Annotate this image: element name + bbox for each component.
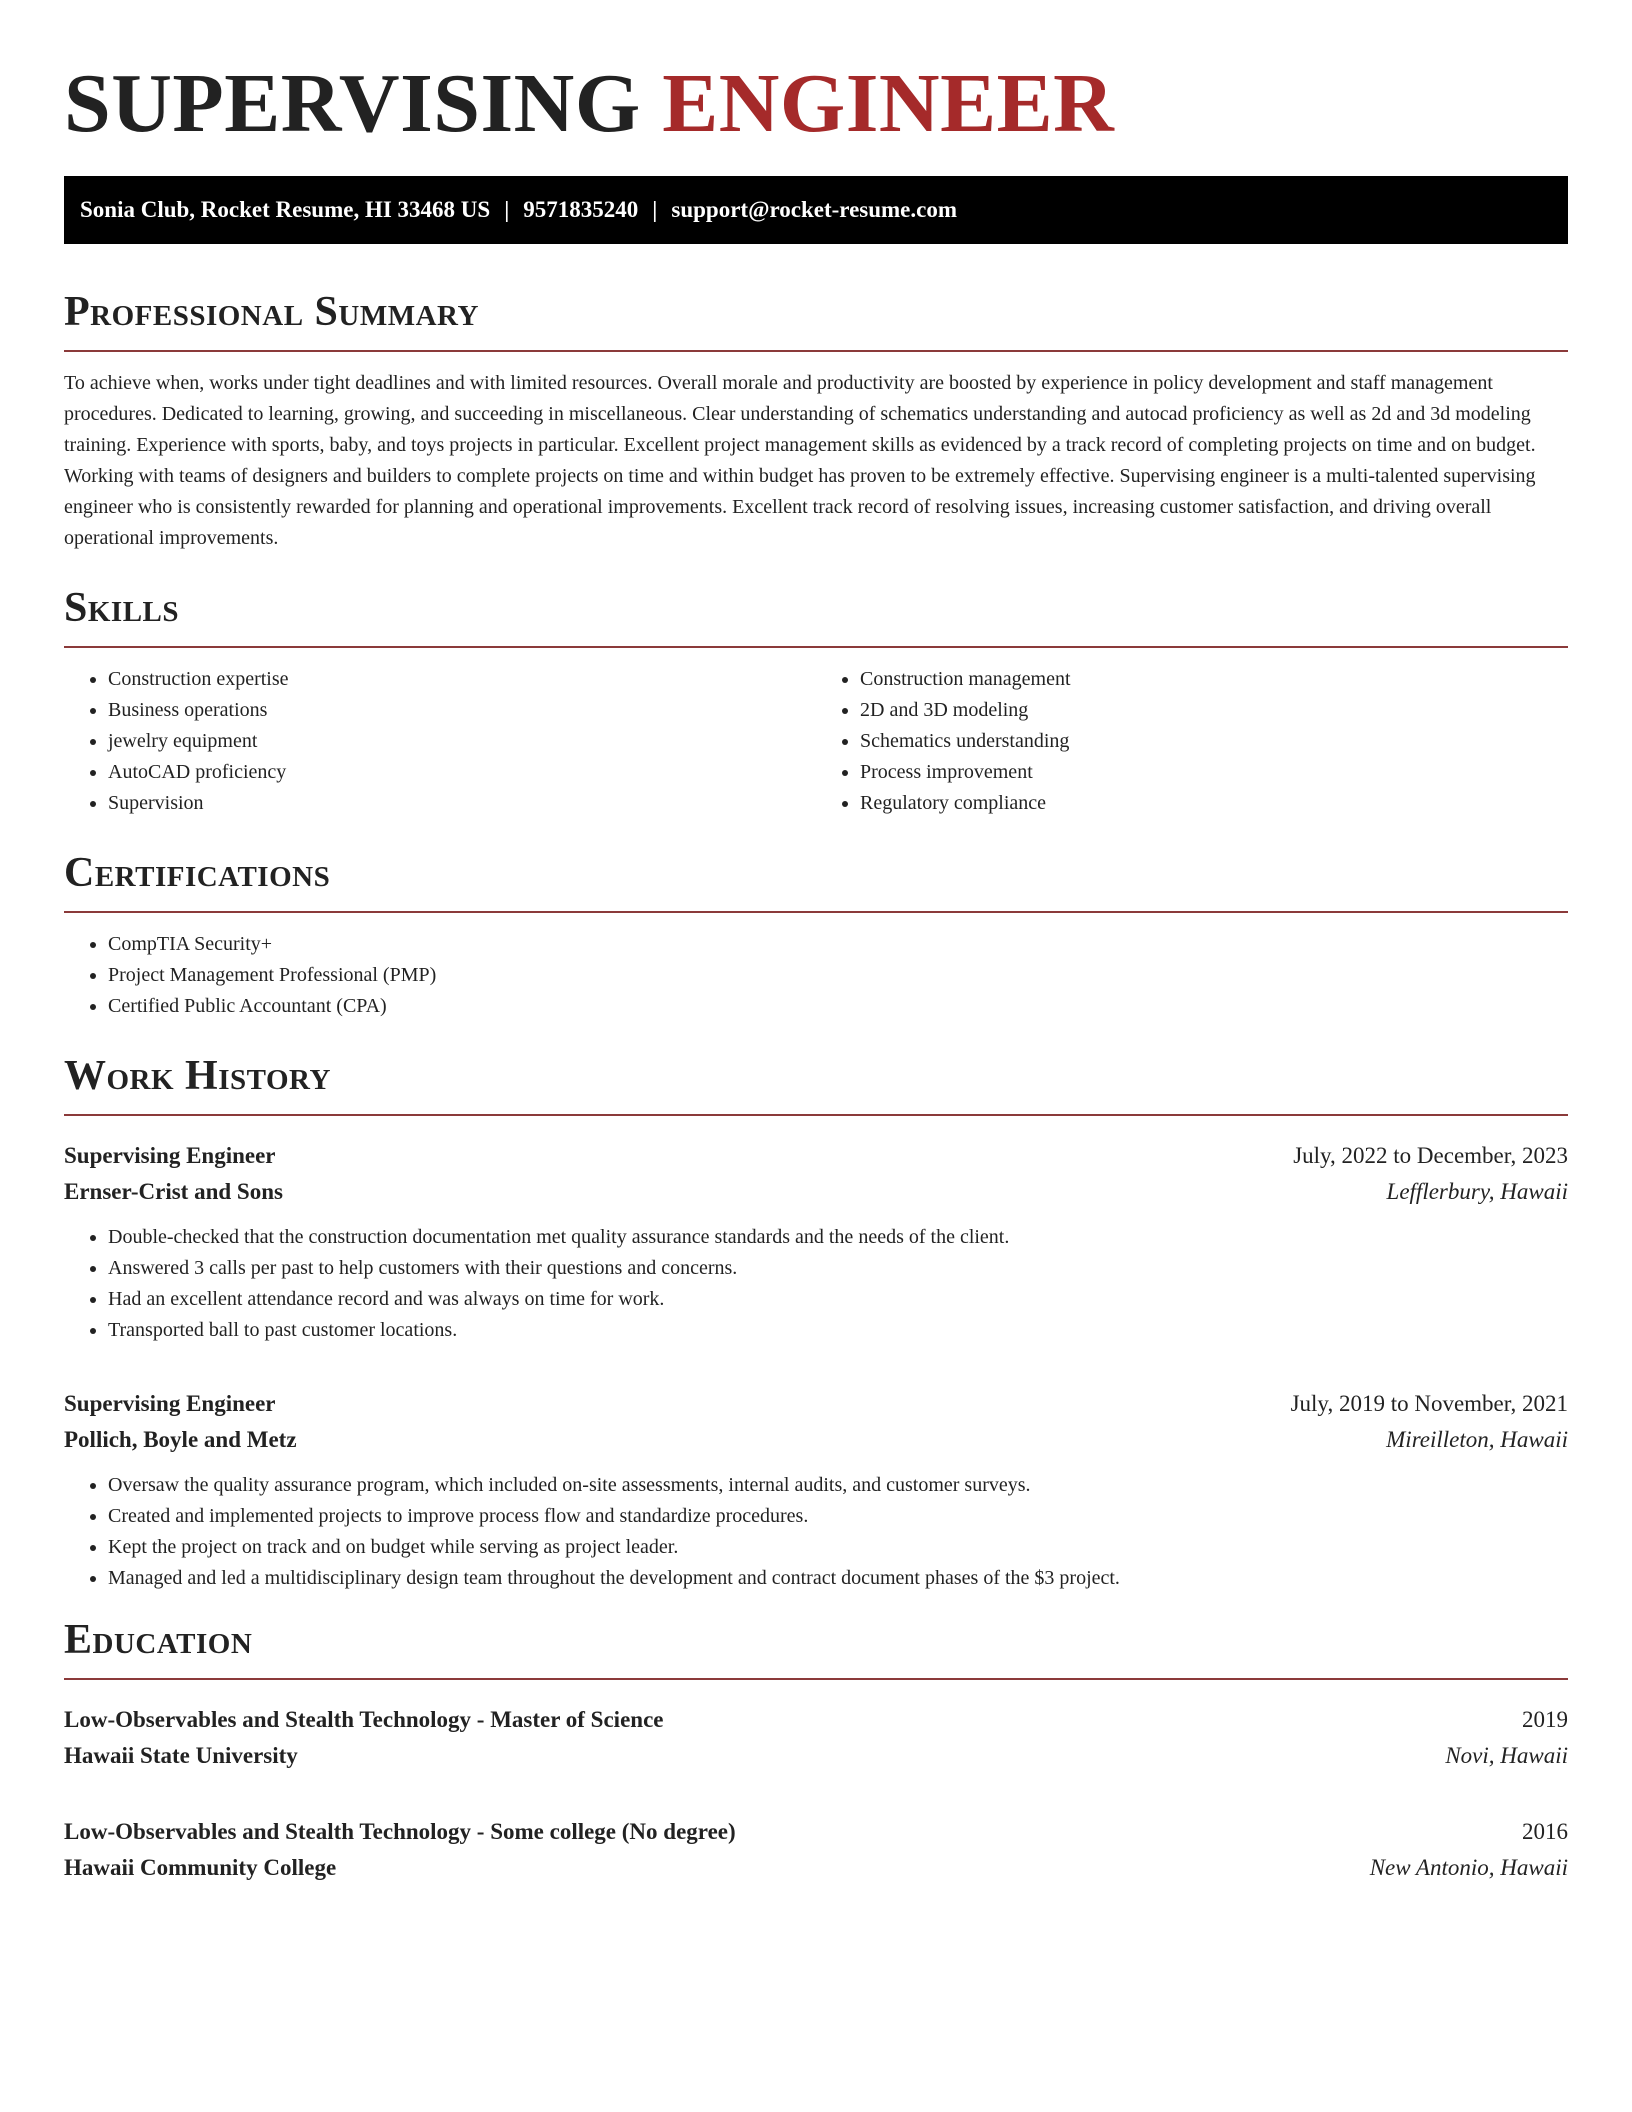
work-history-section: [64, 1052, 1568, 1594]
work-history-heading: Work History: [64, 1053, 331, 1099]
job-bullet: • Managed and led a multidisciplinary design team throughout the development and contract document phases of the $3 project.: [108, 1563, 1568, 1594]
education-entry: [64, 1702, 1568, 1774]
education-header-row: [64, 1702, 1568, 1738]
education-year: 2016: [1522, 1819, 1568, 1844]
title-accent: ENGINEER: [662, 57, 1115, 150]
title-main: SUPERVISING: [64, 57, 641, 150]
job-bullet: • Oversaw the quality assurance program, which included on-site assessments, internal audits, and customer surveys.: [108, 1470, 1568, 1501]
section-divider: [64, 646, 1568, 648]
education-school-row: [64, 1850, 1568, 1886]
job-company: Pollich, Boyle and Metz: [64, 1427, 297, 1452]
job-bullet: • Transported ball to past customer locations.: [108, 1315, 1568, 1346]
skill-item: • Business operations: [108, 695, 816, 726]
skill-item: • Construction expertise: [108, 664, 816, 695]
summary-text: To achieve when, works under tight deadlines and with limited resources. Overall morale and productivity are boosted by experience in policy development and staff management procedures. Dedicated to learning, growing, and succeeding in miscellaneous. Clear understanding of schematics understanding and autocad proficiency as well as 2d and 3d modeling training. Experience with sports, baby, and toys projects in particular. Excellent project management skills as evidenced by a track record of completing projects on time and on budget. Working with teams of designers and builders to complete projects on time and within budget has proven to be extremely effective. Supervising engineer is a multi-talented supervising engineer who is consistently rewarded for planning and operational improvements. Excellent track record of resolving issues, increasing customer satisfaction, and driving overall operational improvements.: [64, 372, 1536, 549]
job-bullet: • Had an excellent attendance record and was always on time for work.: [108, 1284, 1568, 1315]
skill-item: • 2D and 3D modeling: [860, 695, 1568, 726]
job-bullet: • Double-checked that the construction documentation met quality assurance standards and the needs of the client.: [108, 1222, 1568, 1253]
education-location: New Antonio, Hawaii: [1369, 1855, 1568, 1880]
skill-item: • AutoCAD proficiency: [108, 757, 816, 788]
contact-phone: 9571835240: [523, 197, 639, 222]
job-header-row: [64, 1386, 1568, 1422]
summary-section: [64, 288, 1568, 554]
skill-item: • Supervision: [108, 788, 816, 819]
contact-separator: |: [652, 197, 658, 222]
education-school: Hawaii Community College: [64, 1855, 337, 1880]
contact-email: support@rocket-resume.com: [671, 197, 958, 222]
job-bullet: • Answered 3 calls per past to help customers with their questions and concerns.: [108, 1253, 1568, 1284]
education-degree: Low-Observables and Stealth Technology - Master of Science: [64, 1707, 664, 1732]
skill-item: • Schematics understanding: [860, 726, 1568, 757]
summary-heading: Professional Summary: [64, 289, 479, 335]
certifications-section: [64, 849, 1568, 1022]
education-degree: Low-Observables and Stealth Technology - Some college (No degree): [64, 1819, 736, 1844]
education-heading: Education: [64, 1617, 253, 1663]
certifications-list: [64, 929, 1568, 1022]
certifications-heading: Certifications: [64, 850, 331, 896]
section-divider: [64, 1114, 1568, 1116]
job-bullet: • Kept the project on track and on budget while serving as project leader.: [108, 1532, 1568, 1563]
job-entry: [64, 1386, 1568, 1594]
job-location: Mireilleton, Hawaii: [1386, 1427, 1568, 1452]
job-title: Supervising Engineer: [64, 1391, 276, 1416]
education-location: Novi, Hawaii: [1445, 1743, 1568, 1768]
job-dates: July, 2022 to December, 2023: [1293, 1143, 1568, 1168]
job-title: Supervising Engineer: [64, 1143, 276, 1168]
section-divider: [64, 911, 1568, 913]
section-divider: [64, 350, 1568, 352]
skill-item: • Process improvement: [860, 757, 1568, 788]
skill-item: • Regulatory compliance: [860, 788, 1568, 819]
skills-left-list: [64, 664, 816, 819]
education-header-row: [64, 1814, 1568, 1850]
page-title: [64, 56, 1568, 152]
section-divider: [64, 1678, 1568, 1680]
contact-address: Sonia Club, Rocket Resume, HI 33468 US: [80, 197, 491, 222]
certification-item: • Certified Public Accountant (CPA): [108, 991, 1568, 1022]
job-entry: [64, 1138, 1568, 1346]
skills-heading: Skills: [64, 585, 180, 631]
education-school-row: [64, 1738, 1568, 1774]
contact-separator: |: [504, 197, 510, 222]
skill-item: • Construction management: [860, 664, 1568, 695]
job-company: Ernser-Crist and Sons: [64, 1179, 283, 1204]
certification-item: • Project Management Professional (PMP): [108, 960, 1568, 991]
job-bullet: • Created and implemented projects to improve process flow and standardize procedures.: [108, 1501, 1568, 1532]
job-location: Lefflerbury, Hawaii: [1386, 1179, 1568, 1204]
job-header-row: [64, 1138, 1568, 1174]
job-bullets: [64, 1222, 1568, 1346]
contact-bar: [64, 176, 1568, 244]
education-school: Hawaii State University: [64, 1743, 298, 1768]
skills-right-list: [816, 664, 1568, 819]
job-bullets: [64, 1470, 1568, 1594]
education-year: 2019: [1522, 1707, 1568, 1732]
education-entry: [64, 1814, 1568, 1886]
skill-item: • jewelry equipment: [108, 726, 816, 757]
job-company-row: [64, 1174, 1568, 1210]
job-dates: July, 2019 to November, 2021: [1290, 1391, 1568, 1416]
skills-section: [64, 584, 1568, 819]
certification-item: • CompTIA Security+: [108, 929, 1568, 960]
education-section: [64, 1616, 1568, 1886]
job-company-row: [64, 1422, 1568, 1458]
skills-grid: [64, 664, 1568, 819]
